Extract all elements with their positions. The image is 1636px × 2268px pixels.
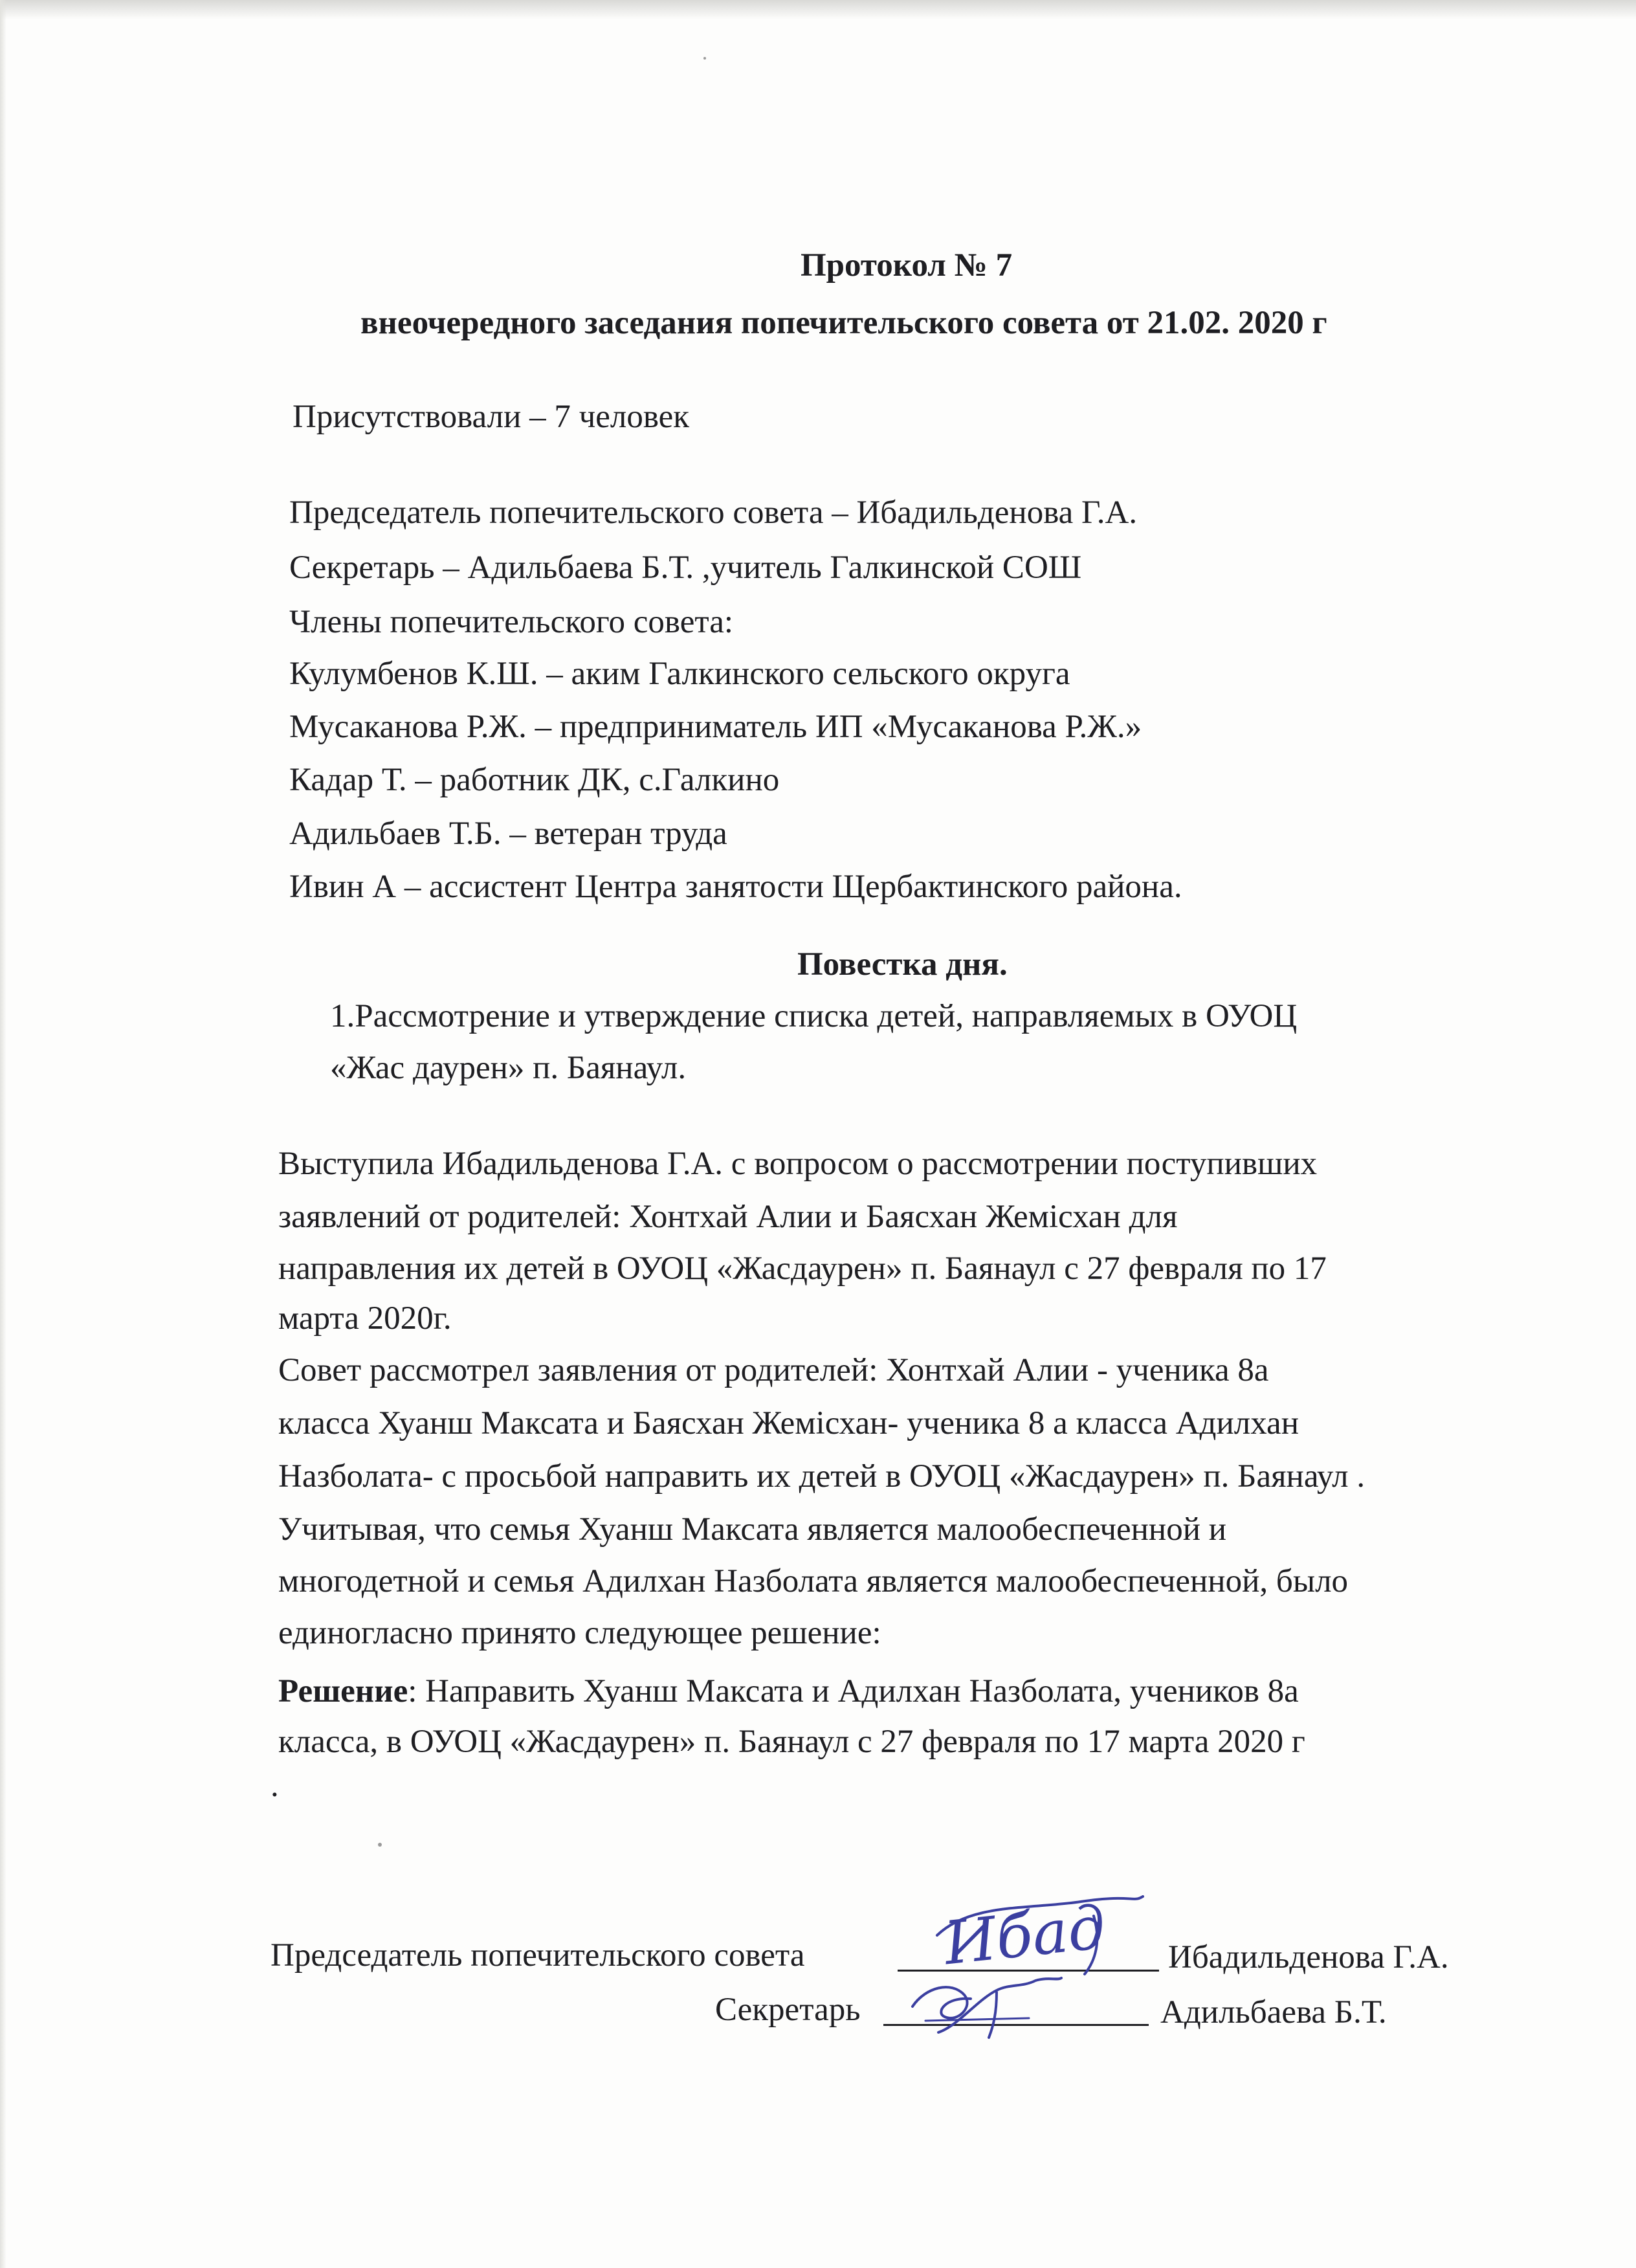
member-line: Адильбаев Т.Б. – ветеран труда [289, 816, 727, 852]
member-line: Секретарь – Адильбаева Б.Т. ,учитель Галкинской СОШ [289, 550, 1082, 586]
member-line: Кадар Т. – работник ДК, с.Галкино [289, 762, 780, 798]
secretary-role: Секретарь [715, 1992, 861, 2028]
scan-edge-shadow [0, 0, 6, 2268]
document-subtitle: внеочередного заседания попечительского совета от 21.02. 2020 г [360, 305, 1327, 341]
member-line: Члены попечительского совета: [289, 604, 734, 640]
body-line: направления их детей в ОУОЦ «Жасдаурен» п. Баянаул с 27 февраля по 17 [278, 1251, 1327, 1287]
member-line: Ивин А – ассистент Центра занятости Щербактинского района. [289, 869, 1182, 905]
chairman-name: Ибадильденова Г.А. [1168, 1939, 1449, 1975]
scan-speck [703, 57, 706, 60]
member-line: Кулумбенов К.Ш. – аким Галкинского сельского округа [289, 656, 1070, 692]
body-line: Совет рассмотрел заявления от родителей: Хонтхай Алии - ученика 8а [278, 1352, 1269, 1388]
decision-line: . [271, 1768, 279, 1804]
scan-edge-shadow [0, 0, 1636, 19]
agenda-title: Повестка дня. [797, 946, 1008, 983]
body-line: Выступила Ибадильденова Г.А. с вопросом о рассмотрении поступивших [278, 1146, 1318, 1182]
decision-text: : Направить Хуанш Максата и Адилхан Назболата, учеников 8а [408, 1673, 1299, 1709]
member-line: Мусаканова Р.Ж. – предприниматель ИП «Мусаканова Р.Ж.» [289, 709, 1142, 745]
member-line: Председатель попечительского совета – Ибадильденова Г.А. [289, 495, 1138, 531]
decision-line [278, 1675, 1299, 1708]
chairman-signature-text: Ибад [940, 1892, 1109, 1979]
scan-speck [378, 1843, 382, 1847]
body-line: класса Хуанш Максата и Баясхан Жемісхан- ученика 8 а класса Адилхан [278, 1405, 1299, 1441]
body-line: Учитывая, что семья Хуанш Максата является малообеспеченной и [278, 1511, 1227, 1548]
secretary-name: Адильбаева Б.Т. [1160, 1994, 1387, 2030]
agenda-item-line: 1.Рассмотрение и утверждение списка детей, направляемых в ОУОЦ [330, 998, 1298, 1034]
body-line: заявлений от родителей: Хонтхай Алии и Баясхан Жемісхан для [278, 1199, 1178, 1235]
body-line: Назболата- с просьбой направить их детей в ОУОЦ «Жасдаурен» п. Баянаул . [278, 1458, 1365, 1495]
document-title: Протокол № 7 [801, 247, 1013, 284]
body-line: единогласно принято следующее решение: [278, 1615, 881, 1651]
decision-label: Решение [278, 1673, 408, 1709]
agenda-item-line: «Жас даурен» п. Баянаул. [330, 1050, 687, 1086]
attendance-line: Присутствовали – 7 человек [293, 399, 690, 435]
body-line: многодетной и семья Адилхан Назболата является малообеспеченной, было [278, 1563, 1349, 1599]
chairman-role: Председатель попечительского совета [271, 1937, 805, 1973]
body-line: марта 2020г. [278, 1300, 452, 1337]
decision-line: класса, в ОУОЦ «Жасдаурен» п. Баянаул с 27 февраля по 17 марта 2020 г [278, 1724, 1305, 1760]
secretary-signature [900, 1961, 1068, 2052]
